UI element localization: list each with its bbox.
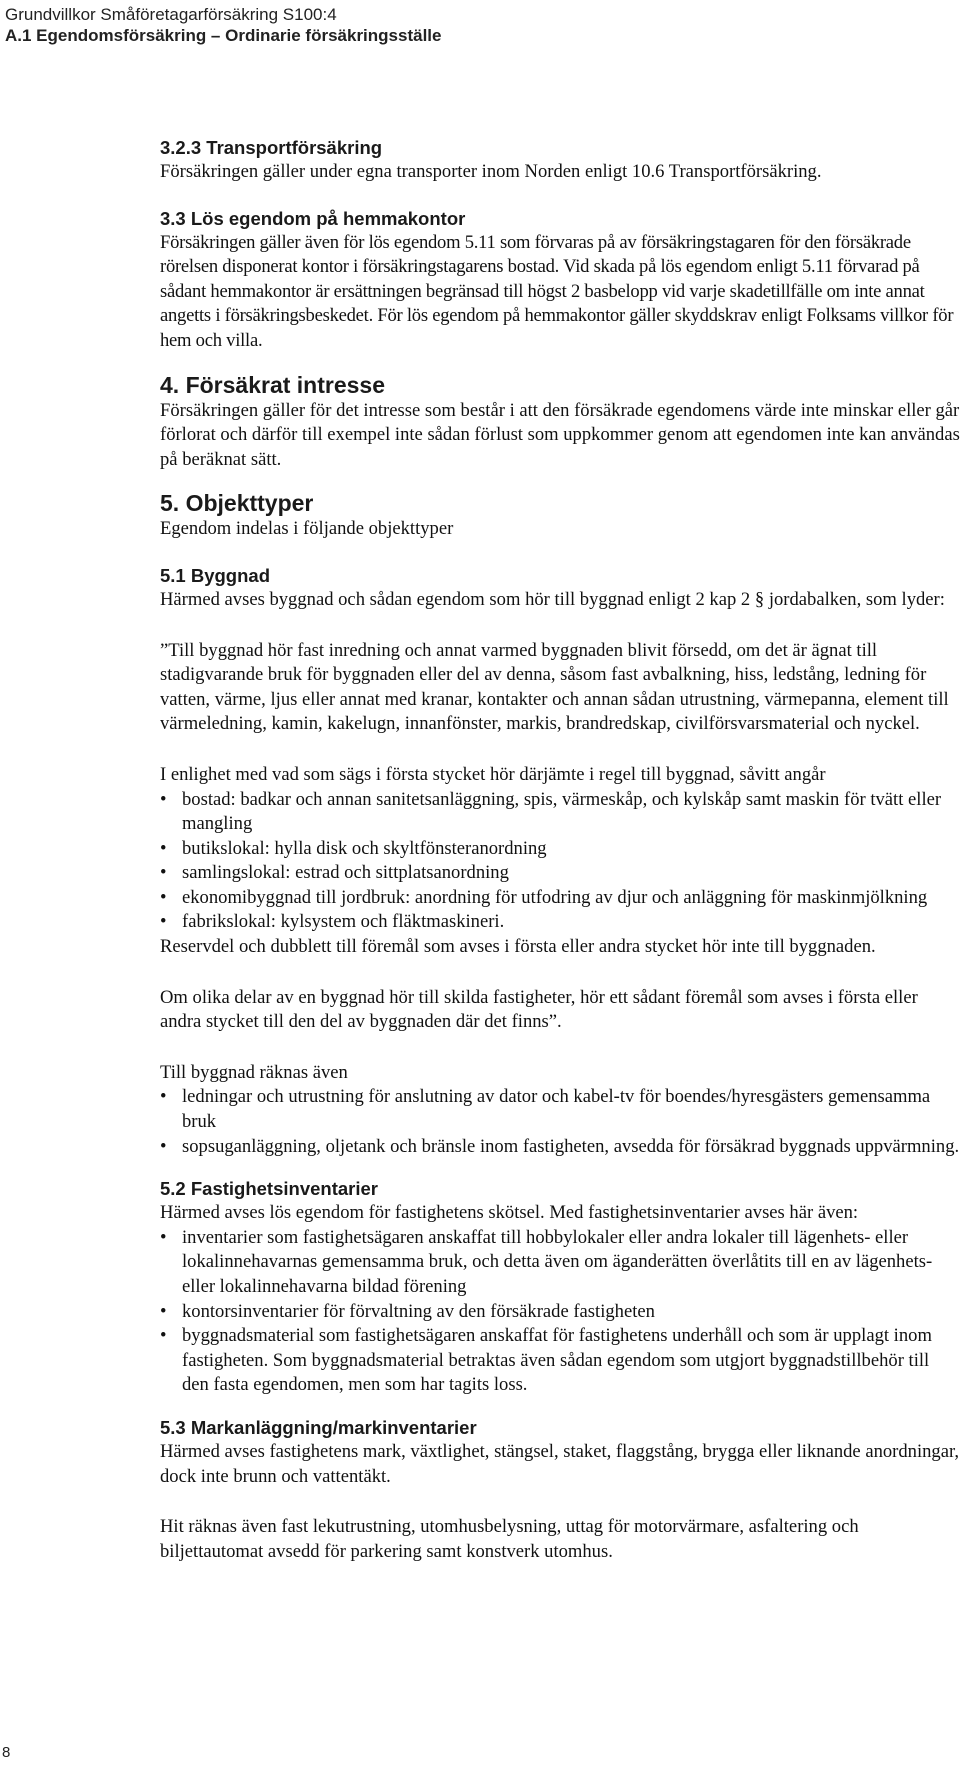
- bullet-list-5-1-also: [160, 1085, 960, 1159]
- paragraph-3-3: Försäkringen gäller även för lös egendom 5.11 som förvaras på av försäkringstagaren för den försäkrade rörelsen disponerat kontor i försäkringstagarens bostad. Vid skada på lös egendom enligt 5.11 förvarad på sådant hemmakontor är ersättningen begränsad till högst 2 basbelopp vid varje skadetillfälle om inte annat angetts i försäkringsbeskedet. För lös egendom på hemmakontor gäller skyddskrav enligt Folksams villkor för hem och villa.: [160, 231, 954, 351]
- bullet-icon: •: [160, 1325, 167, 1347]
- list-item: • samlingslokal: estrad och sittplatsanordning: [160, 861, 960, 886]
- list-item: • sopsuganläggning, oljetank och bränsle inom fastigheten, avsedda för försäkrad byggnads uppvärmning.: [160, 1135, 960, 1160]
- header-title: Grundvillkor Småföretagarförsäkring S100:4: [5, 5, 337, 24]
- paragraph-5-1-after-list: Reservdel och dubblett till föremål som avses i första eller andra stycket hör inte till byggnaden.: [160, 936, 876, 958]
- paragraph-3-2-3: Försäkringen gäller under egna transporter inom Norden enligt 10.6 Transportförsäkring.: [160, 161, 822, 182]
- bullet-icon: •: [160, 886, 167, 908]
- bullet-icon: •: [160, 862, 167, 884]
- paragraph-5-3-para2: Hit räknas även fast lekutrustning, utomhusbelysning, uttag för motorvärmare, asfaltering och biljettautomat avsedd för parkering samt konstverk utomhus.: [160, 1516, 859, 1562]
- list-item: • butikslokal: hylla disk och skyltfönsteranordning: [160, 837, 960, 862]
- bullet-icon: •: [160, 1300, 167, 1322]
- list-item: • kontorsinventarier för förvaltning av den försäkrade fastigheten: [160, 1300, 960, 1325]
- paragraph-5-2-intro: Härmed avses lös egendom för fastighetens skötsel. Med fastighetsinventarier avses här även:: [160, 1202, 859, 1224]
- list-item: • ekonomibyggnad till jordbruk: anordning för utfodring av djur och anläggning för maskinmjölkning: [160, 886, 960, 911]
- bullet-icon: •: [160, 788, 167, 810]
- paragraph-4: Försäkringen gäller för det intresse som består i att den försäkrade egendomens värde inte minskar eller går förlorat och därför till exempel inte sådan förlust som uppkommer genom att egendomen inte kan användas på beräknat sätt.: [160, 399, 960, 470]
- document-header: [5, 4, 441, 46]
- paragraph-5-1-para2: Om olika delar av en byggnad hör till skilda fastigheter, hör ett sådant föremål som avses i första eller andra stycket till den del av byggnaden där det finns”.: [160, 986, 918, 1033]
- paragraph-5-1-list-intro: I enlighet med vad som sägs i första stycket hör därjämte i regel till byggnad, såvitt angår: [160, 763, 826, 785]
- section-heading-5-2: 5.2 Fastighetsinventarier: [160, 1178, 378, 1200]
- bullet-icon: •: [160, 1135, 167, 1157]
- list-item: • fabrikslokal: kylsystem och fläktmaskineri.: [160, 910, 960, 935]
- section-heading-5-1: 5.1 Byggnad: [160, 564, 270, 586]
- paragraph-5-1-also-intro: Till byggnad räknas även: [160, 1061, 348, 1083]
- paragraph-5: Egendom indelas i följande objekttyper: [160, 518, 454, 540]
- list-item: • bostad: badkar och annan sanitetsanläggning, spis, värmeskåp, och kylskåp samt maskin för tvätt eller mangling: [160, 788, 942, 835]
- section-heading-3-2-3: 3.2.3 Transportförsäkring: [160, 137, 383, 158]
- section-heading-4: 4. Försäkrat intresse: [160, 371, 386, 398]
- paragraph-5-1-intro: Härmed avses byggnad och sådan egendom som hör till byggnad enligt 2 kap 2 § jordabalken, som lyder:: [160, 588, 945, 610]
- bullet-list-5-2: [160, 1226, 960, 1398]
- list-item: • byggnadsmaterial som fastighetsägaren anskaffat för fastighetens underhåll och som är upplagt inom fastigheten. Som byggnadsmaterial betraktas även sådan egendom som utgjort byggnadstillbehör till den fasta egendomen, men som har tagits loss.: [160, 1325, 932, 1396]
- bullet-icon: •: [160, 911, 167, 933]
- bullet-icon: •: [160, 837, 167, 859]
- header-subtitle: A.1 Egendomsförsäkring – Ordinarie försäkringsställe: [5, 26, 442, 45]
- bullet-icon: •: [160, 1226, 167, 1248]
- section-heading-5-3: 5.3 Markanläggning/markinventarier: [160, 1416, 477, 1438]
- section-heading-3-3: 3.3 Lös egendom på hemmakontor: [160, 207, 466, 229]
- list-item: • inventarier som fastighetsägaren anskaffat till hobbylokaler eller andra lokaler till lägenhets- eller lokalinnehavarnas gemensamma bruk, och detta även om äganderätten överlåtits till en av lägenhets- eller lokalinnehavarna bildad förening: [160, 1226, 933, 1297]
- paragraph-5-1-quote: ”Till byggnad hör fast inredning och annat varmed byggnaden blivit försedd, om det är ägnat till stadigvarande bruk för byggnaden eller del av denna, såsom fast avbalkning, hiss, ledstång, ledning för vatten, värme, ljus eller annat med kranar, kontakter och annan sådan utrustning, värmepanna, element till värmeledning, kamin, kakelugn, innanfönster, markis, brandredskap, civilförsvarsmaterial och nyckel.: [160, 639, 949, 735]
- bullet-list-5-1: [160, 788, 960, 936]
- document-body: [160, 136, 960, 1564]
- page-number: 8: [2, 1744, 11, 1761]
- section-heading-5: 5. Objekttyper: [160, 490, 314, 517]
- bullet-icon: •: [160, 1086, 167, 1108]
- list-item: • ledningar och utrustning för anslutning av dator och kabel-tv för boendes/hyresgästers gemensamma bruk: [160, 1086, 931, 1133]
- paragraph-5-3: Härmed avses fastighetens mark, växtlighet, stängsel, staket, flaggstång, brygga eller liknande anordningar, dock inte brunn och vattentäkt.: [160, 1440, 960, 1487]
